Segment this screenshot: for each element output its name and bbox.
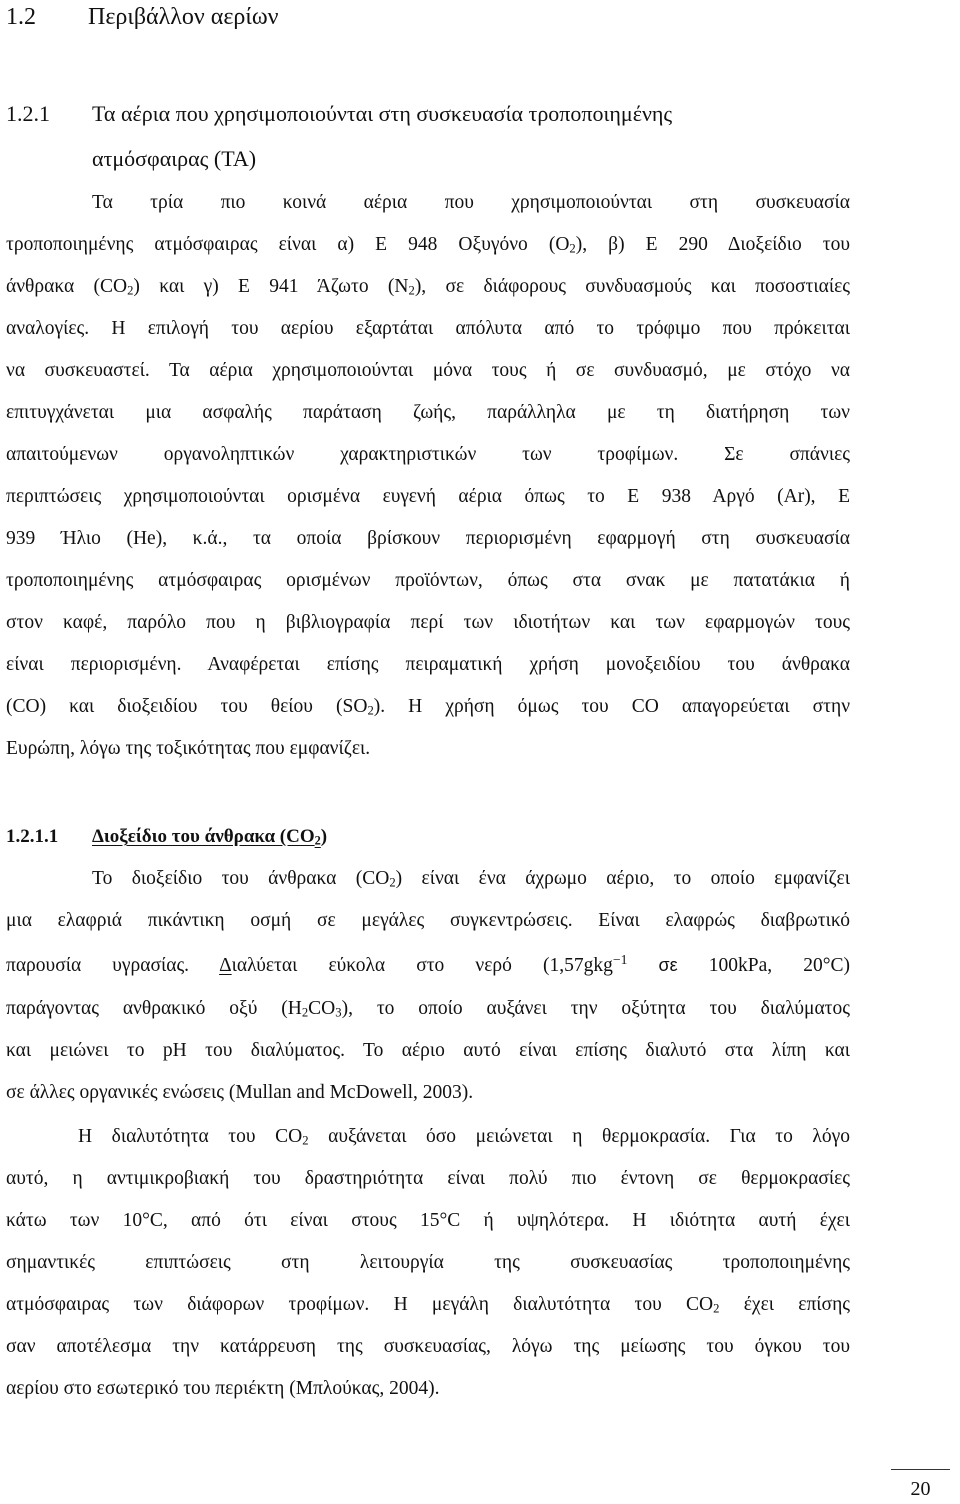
section-number: 1.2 — [6, 4, 36, 30]
paragraph-line: μια ελαφριά πικάντικη οσμή σε μεγάλες συγκεντρώσεις. Είναι ελαφρώς διαβρωτικό — [6, 910, 850, 931]
paragraph-line: 939 Ήλιο (He), κ.ά., τα οποία βρίσκουν περιορισμένη εφαρμογή στη συσκευασία — [6, 528, 850, 549]
paragraph-line: τροποποιημένης ατμόσφαιρας ορισμένων προϊόντων, όπως στα σνακ με πατατάκια ή — [6, 570, 850, 591]
paragraph-line: σαν αποτέλεσμα την κατάρρευση της συσκευασίας, λόγω της μείωσης του όγκου του — [6, 1336, 850, 1357]
subsection-number: 1.2.1 — [6, 101, 50, 126]
paragraph-line: και μειώνει το pH του διαλύματος. Το αέριο αυτό είναι επίσης διαλυτό στα λίπη και — [6, 1040, 850, 1061]
subsection-title-line2: ατμόσφαιρας (ΤΑ) — [92, 146, 257, 171]
subsection-title-line1: Τα αέρια που χρησιμοποιούνται στη συσκευασία τροποποιημένης — [92, 101, 673, 126]
section-heading — [6, 4, 279, 31]
paragraph-line: στον καφέ, παρόλο που η βιβλιογραφία περί των ιδιοτήτων και των εφαρμογών τους — [6, 612, 850, 633]
subsection-heading — [6, 101, 50, 127]
subsubsection-number: 1.2.1.1 — [6, 826, 59, 847]
paragraph-line: άνθρακα $(CO_2)$ και γ) Ε 941 Άζωτο $(N_2)$, σε διάφορους συνδυασμούς και ποσοστιαίες — [6, 276, 850, 298]
paragraph-line: να συσκευαστεί. Τα αέρια χρησιμοποιούνται μόνα τους ή σε συνδυασμό, με στόχο να — [6, 360, 850, 381]
paragraph-line: επιτυγχάνεται μια ασφαλής παράταση ζωής, παράλληλα με τη διατήρηση των — [6, 402, 850, 423]
paragraph-line: παράγοντας ανθρακικό οξύ $(H_2CO_3)$, το οποίο αυξάνει την οξύτητα του διαλύματος — [6, 998, 850, 1020]
page-number-rule — [891, 1469, 950, 1470]
paragraph-line: κάτω των 10°C, από ότι είναι στους 15°C ή υψηλότερα. Η ιδιότητα αυτή έχει — [6, 1210, 850, 1231]
paragraph-line: (CO) και διοξειδίου του θείου $(SO_2)$. Η χρήση όμως του CO απαγορεύεται στην — [6, 696, 851, 718]
paragraph-line: τροποποιημένης ατμόσφαιρας είναι α) Ε 948 Οξυγόνο $(O_2)$, β) Ε 290 Διοξείδιο του — [6, 234, 850, 256]
subsubsection-title: Διοξείδιο του άνθρακα $(CO_2)$ — [92, 826, 328, 848]
paragraph-line: σημαντικές επιπτώσεις στη λειτουργία της συσκευασίας τροποποιημένης — [6, 1252, 850, 1273]
paragraph-line: είναι περιορισμένη. Αναφέρεται επίσης πειραματική χρήση μονοξειδίου του άνθρακα — [6, 654, 850, 675]
paragraph-line: αερίου στο εσωτερικό του περιέκτη (Μπλούκας, 2004). — [6, 1378, 440, 1399]
paragraph-line: περιπτώσεις χρησιμοποιούνται ορισμένα ευγενή αέρια όπως το Ε 938 Αργό (Ar), Ε — [6, 486, 850, 507]
paragraph-line: παρουσία υγρασίας. Διαλύεται εύκολα στο νερό (1,57gkg$^{-1}$ σε 100kPa, 20°C) — [6, 952, 851, 976]
paragraph-line: αυτό, η αντιμικροβιακή του δραστηριότητα είναι πολύ πιο έντονη σε θερμοκρασίες — [6, 1168, 850, 1189]
paragraph-line: Το διοξείδιο του άνθρακα $(CO_2)$ είναι ένα άχρωμο αέριο, το οποίο εμφανίζει — [92, 868, 850, 890]
paragraph-line: Η διαλυτότητα του $CO_2$ αυξάνεται όσο μειώνεται η θερμοκρασία. Για το λόγο — [78, 1126, 850, 1148]
page-number: 20 — [910, 1478, 931, 1500]
paragraph-line: αναλογίες. Η επιλογή του αερίου εξαρτάται απόλυτα από το τρόφιμο που πρόκειται — [6, 318, 850, 339]
paragraph-line: Ευρώπη, λόγω της τοξικότητας που εμφανίζει. — [6, 738, 371, 759]
paragraph-line: ατμόσφαιρας των διάφορων τροφίμων. Η μεγάλη διαλυτότητα του $CO_2$ έχει επίσης — [6, 1294, 850, 1316]
paragraph-line: σε άλλες οργανικές ενώσεις (Mullan and McDowell, 2003). — [6, 1082, 474, 1103]
paragraph-line: Τα τρία πιο κοινά αέρια που χρησιμοποιούνται στη συσκευασία — [92, 192, 850, 213]
section-title: Περιβάλλον αερίων — [88, 4, 279, 30]
paragraph-line: απαιτούμενων οργανοληπτικών χαρακτηριστικών των τροφίμων. Σε σπάνιες — [6, 444, 850, 465]
